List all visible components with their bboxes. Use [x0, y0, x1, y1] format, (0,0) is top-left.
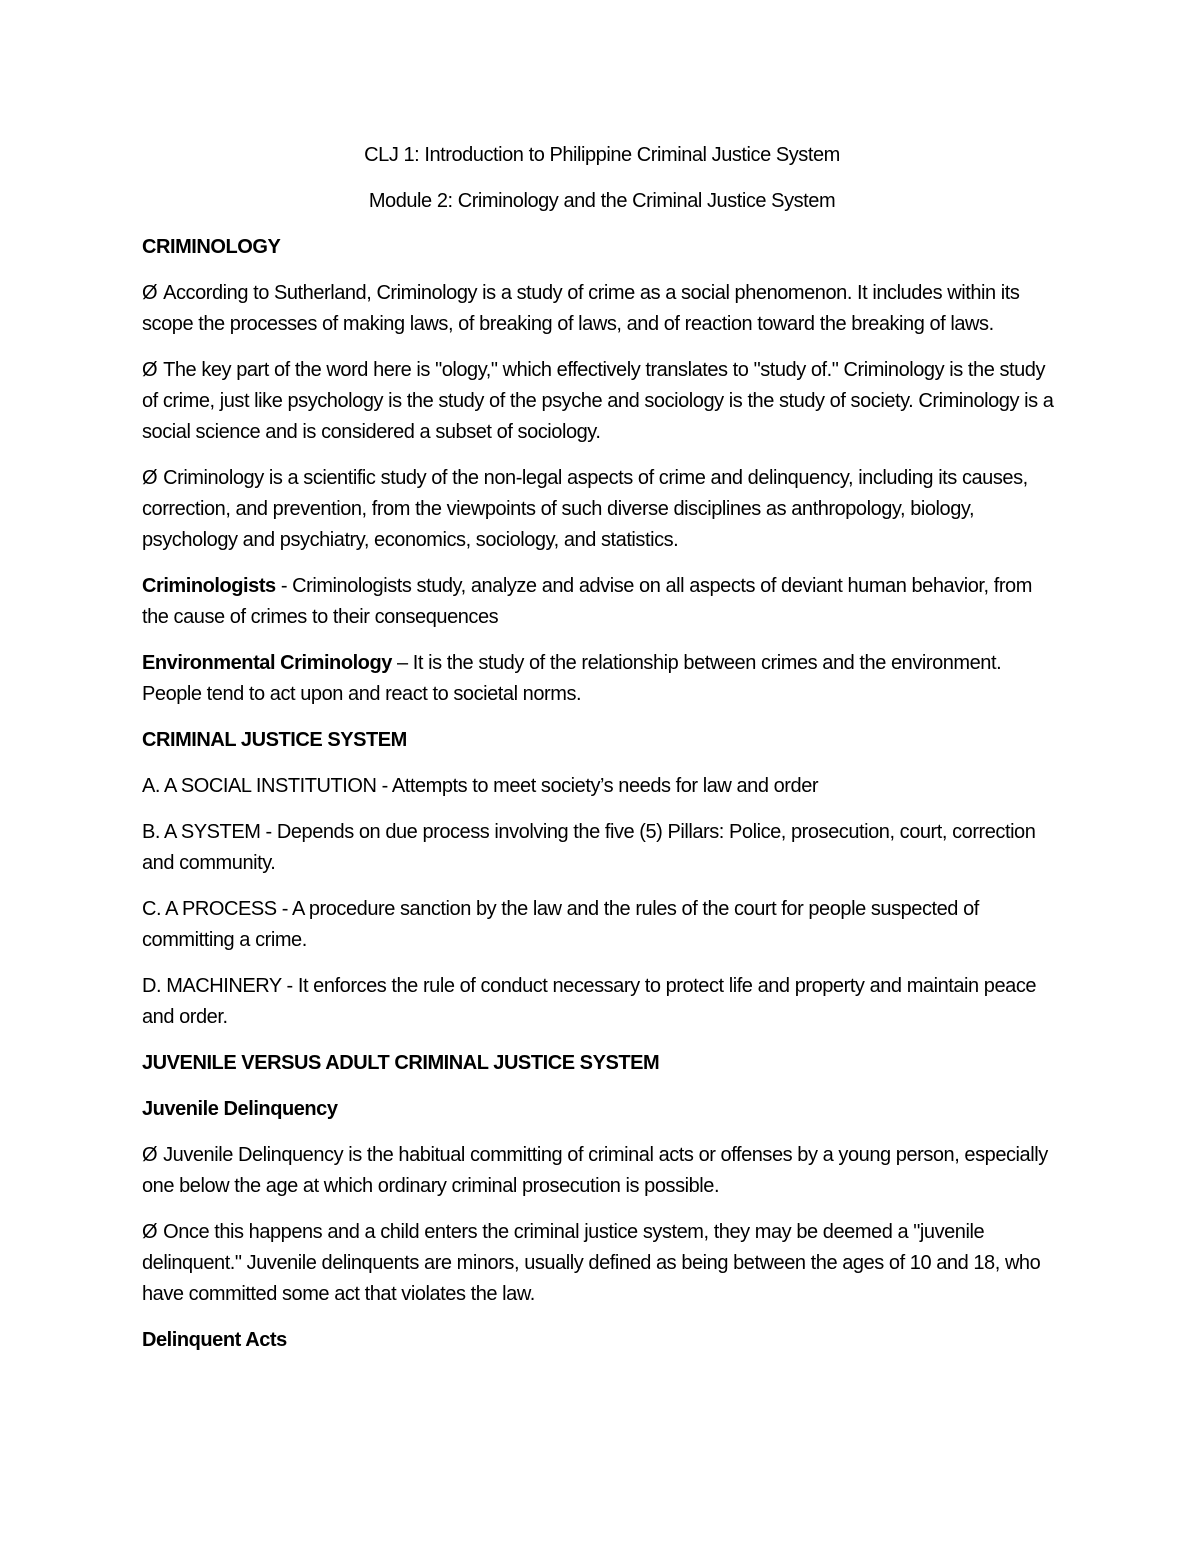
cjs-item-d: D. MACHINERY - It enforces the rule of conduct necessary to protect life and property and maintain peace and order.: [142, 975, 1037, 1028]
module-title: Module 2: Criminology and the Criminal Justice System: [368, 190, 836, 212]
cjs-item-c: C. A PROCESS - A procedure sanction by the law and the rules of the court for people suspected of committing a crime.: [142, 898, 979, 951]
definition-criminologists: [142, 571, 1062, 633]
course-title: CLJ 1: Introduction to Philippine Criminal Justice System: [364, 144, 840, 166]
criminology-bullet-3: [142, 463, 1062, 556]
bullet-text: Juvenile Delinquency is the habitual committing of criminal acts or offenses by a young person, especially one below the age at which ordinary criminal prosecution is possible.: [142, 1144, 1048, 1197]
criminology-bullet-1: [142, 278, 1062, 340]
criminology-bullet-2: [142, 355, 1062, 448]
section-heading-cjs: CRIMINAL JUSTICE SYSTEM: [142, 729, 407, 751]
cjs-item-a: A. A SOCIAL INSTITUTION - Attempts to meet society’s needs for law and order: [142, 775, 819, 797]
juvenile-bullet-1: [142, 1140, 1062, 1202]
bullet-icon: Ø: [142, 1144, 158, 1166]
definition-term: Criminologists: [142, 575, 276, 597]
section-heading-criminology: CRIMINOLOGY: [142, 236, 281, 258]
definition-term: Environmental Criminology: [142, 652, 392, 674]
bullet-icon: Ø: [142, 282, 158, 304]
subheading-delinquent-acts: Delinquent Acts: [142, 1329, 287, 1351]
bullet-text: The key part of the word here is "ology," which effectively translates to "study of." Criminology is the study of crime, just like psychology is the study of the psyche and sociology is the study of society. Criminology is a social science and is considered a subset of sociology.: [142, 359, 1054, 443]
bullet-icon: Ø: [142, 467, 158, 489]
bullet-icon: Ø: [142, 359, 158, 381]
juvenile-bullet-2: [142, 1217, 1062, 1310]
bullet-text: Once this happens and a child enters the criminal justice system, they may be deemed a "juvenile delinquent." Juvenile delinquents are minors, usually defined as being between the ages of 10 and 18, who have committed some act that violates the law.: [142, 1221, 1041, 1305]
bullet-text: Criminology is a scientific study of the non-legal aspects of crime and delinquency, including its causes, correction, and prevention, from the viewpoints of such diverse disciplines as anthropology, biology, psychology and psychiatry, economics, sociology, and statistics.: [142, 467, 1028, 551]
document-page: [142, 140, 1062, 1371]
subheading-juvenile-delinquency: Juvenile Delinquency: [142, 1098, 338, 1120]
cjs-item-b: B. A SYSTEM - Depends on due process involving the five (5) Pillars: Police, prosecution, court, correction and community.: [142, 821, 1036, 874]
bullet-text: According to Sutherland, Criminology is a study of crime as a social phenomenon. It includes within its scope the processes of making laws, of breaking of laws, and of reaction toward the breaking of laws.: [142, 282, 1020, 335]
definition-text: - Criminologists study, analyze and advise on all aspects of deviant human behavior, from the cause of crimes to their consequences: [142, 575, 1032, 628]
definition-text: – It is the study of the relationship between crimes and the environment. People tend to act upon and react to societal norms.: [142, 652, 1002, 705]
definition-environmental-criminology: [142, 648, 1062, 710]
section-heading-juvenile: JUVENILE VERSUS ADULT CRIMINAL JUSTICE SYSTEM: [142, 1052, 660, 1074]
bullet-icon: Ø: [142, 1221, 158, 1243]
